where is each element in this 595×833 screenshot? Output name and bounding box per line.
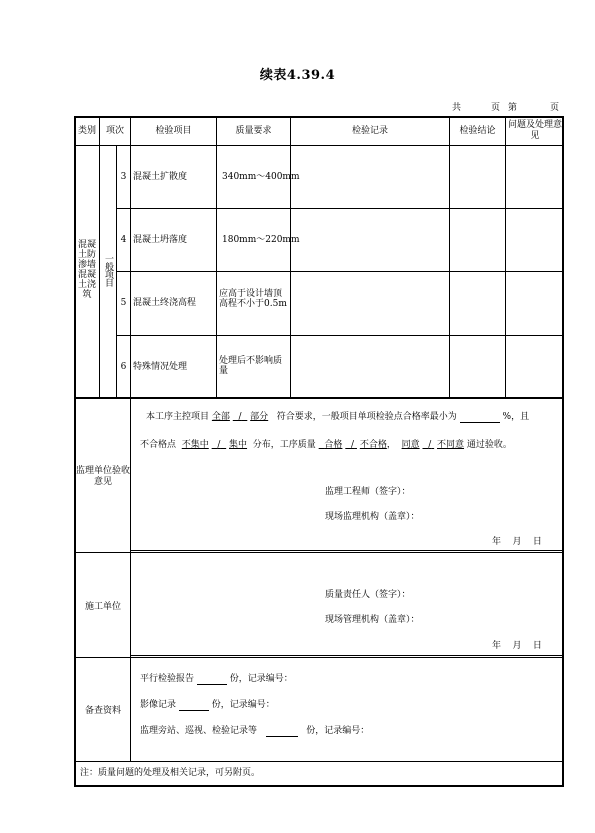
option-not-concentrated[interactable]: 不集中 xyxy=(181,440,209,450)
construction-date[interactable]: 年 月 日 xyxy=(492,641,542,651)
pass-rate-field[interactable] xyxy=(460,422,500,423)
supervision-engineer-signature[interactable]: 监理工程师（签字）： xyxy=(325,487,411,497)
header-inspection-record: 检验记录 xyxy=(351,126,388,136)
option-fail[interactable]: 不合格 xyxy=(359,440,387,450)
header-quality-requirement: 质量要求 xyxy=(235,126,272,136)
supervision-line-2: 不合格点 不集中 / 集中 分布，工序质量 合格 / 不合格， 同意 / 不同意 通过验收。 xyxy=(140,440,512,450)
option-agree[interactable]: 同意 xyxy=(401,440,420,450)
image-record-count-field[interactable] xyxy=(179,710,209,711)
reference-line-inspection: 监理旁站、巡视、检验记录等 份，记录编号： xyxy=(140,726,370,736)
item-requirement: 应高于设计墙顶高程不小于0.5m xyxy=(219,289,287,309)
header-item-no: 项次 xyxy=(105,126,124,136)
supervision-org-stamp[interactable]: 现场监理机构（盖章）： xyxy=(325,512,420,522)
construction-person-signature[interactable]: 质量责任人（签字）： xyxy=(325,590,411,600)
item-number: 5 xyxy=(120,298,127,308)
option-disagree[interactable]: 不同意 xyxy=(437,440,465,450)
page-number-label: 第 xyxy=(508,103,518,113)
item-requirement: 处理后不影响质量 xyxy=(219,356,283,376)
page-unit-label-2: 页 xyxy=(550,103,560,113)
header-category: 类别 xyxy=(77,126,96,136)
option-concentrated[interactable]: 集中 xyxy=(229,440,248,450)
supervision-label: 监理单位验收意见 xyxy=(76,466,131,487)
footer-note: 注：质量问题的处理及相关记录，可另附页。 xyxy=(80,768,261,778)
item-name: 混凝土扩散度 xyxy=(133,172,188,182)
parallel-report-count-field[interactable] xyxy=(197,684,227,685)
item-requirement: 180mm～220mm xyxy=(222,235,300,245)
inspection-record-count-field[interactable] xyxy=(266,736,298,737)
option-all[interactable]: 全部 xyxy=(211,412,230,422)
header-issues: 问题及处理意见 xyxy=(508,120,563,141)
item-name: 混凝土坍落度 xyxy=(133,235,188,245)
category-label: 混凝土防渗墙混凝土浇筑 xyxy=(77,240,96,300)
reference-label: 备查资料 xyxy=(84,706,121,716)
header-inspection-item: 检验项目 xyxy=(155,126,192,136)
page-total-label: 共 xyxy=(452,103,462,113)
item-number: 3 xyxy=(120,172,127,182)
form-title: 续表4.39.4 xyxy=(259,68,336,83)
construction-label: 施工单位 xyxy=(84,602,121,612)
reference-line-parallel: 平行检验报告 份，记录编号： xyxy=(140,674,293,684)
item-number: 4 xyxy=(120,235,127,245)
option-pass[interactable]: 合格 xyxy=(324,440,343,450)
group-label: 一般项目 xyxy=(103,254,113,286)
construction-org-stamp[interactable]: 现场管理机构（盖章）： xyxy=(325,615,420,625)
header-conclusion: 检验结论 xyxy=(459,126,496,136)
page-unit-label: 页 xyxy=(491,103,501,113)
supervision-line-1: 本工序主控项目 全部 / 部分 符合要求，一般项目单项检验点合格率最小为 %，且 xyxy=(146,412,530,422)
item-name: 混凝土终浇高程 xyxy=(133,298,197,308)
item-name: 特殊情况处理 xyxy=(133,362,188,372)
option-part[interactable]: 部分 xyxy=(250,412,269,422)
supervision-date[interactable]: 年 月 日 xyxy=(492,537,542,547)
item-requirement: 340mm～400mm xyxy=(222,172,300,182)
item-number: 6 xyxy=(120,362,127,372)
reference-line-images: 影像记录 份，记录编号： xyxy=(140,700,275,710)
